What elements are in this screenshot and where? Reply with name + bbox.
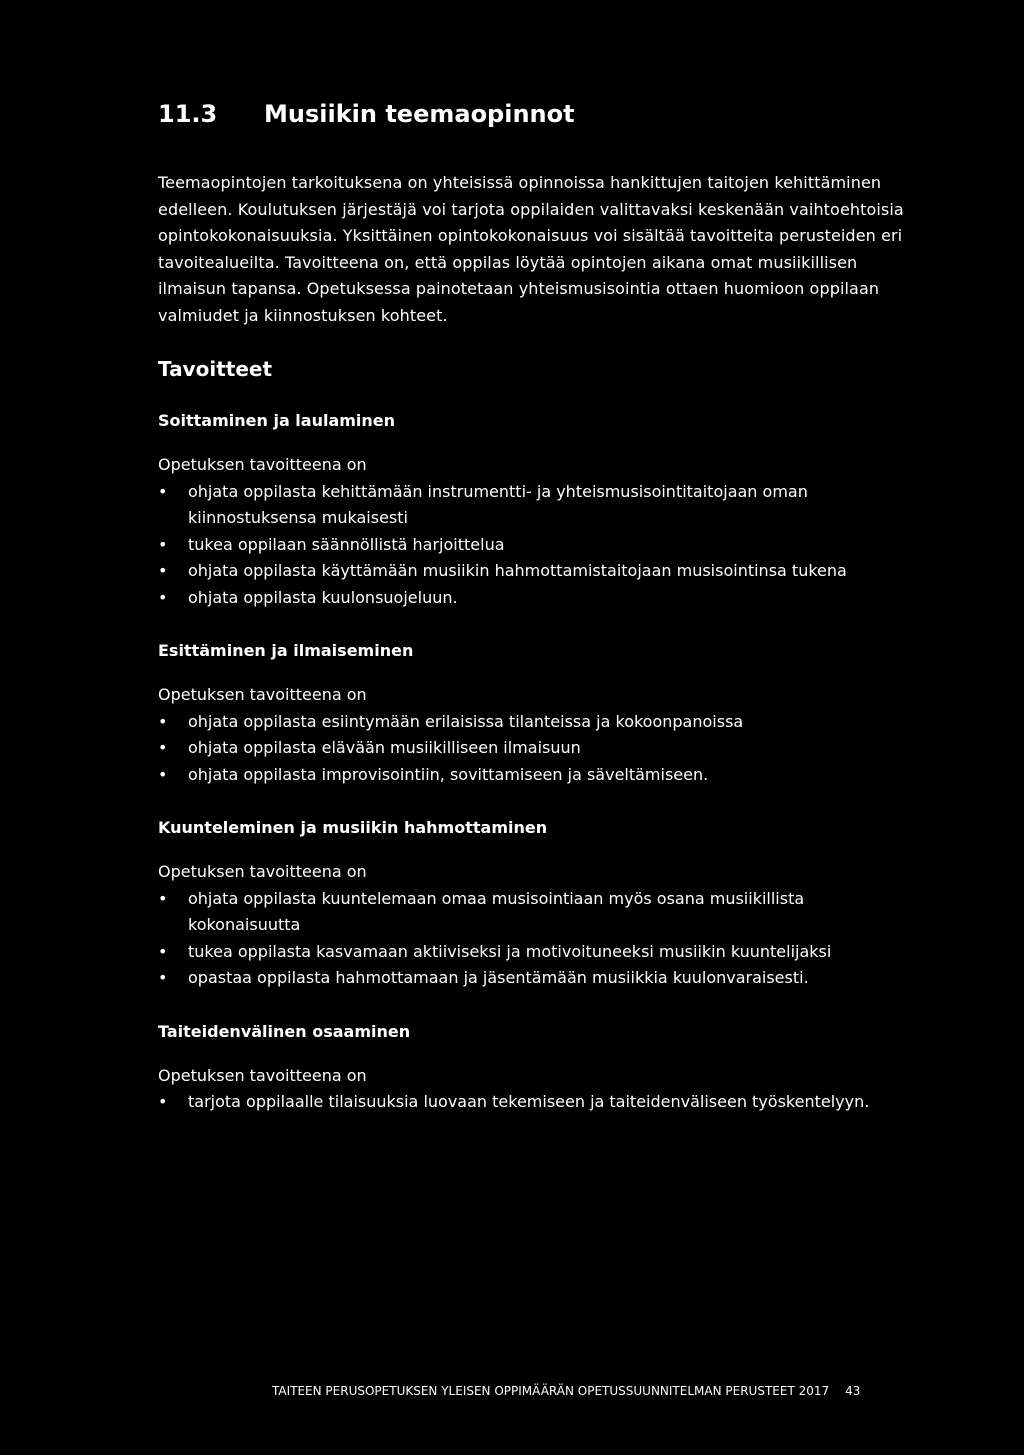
bullet-icon: • bbox=[158, 1092, 168, 1111]
goal-list bbox=[158, 886, 918, 992]
list-item-text: ohjata oppilasta improvisointiin, sovittamiseen ja säveltämiseen. bbox=[188, 764, 709, 784]
bullet-icon: • bbox=[158, 764, 168, 784]
section-title: Taiteidenvälinen osaaminen bbox=[158, 1021, 411, 1041]
list-item-text: ohjata oppilasta kuulonsuojeluun. bbox=[188, 587, 458, 607]
list-item bbox=[158, 762, 918, 789]
chapter-heading bbox=[158, 100, 918, 128]
bullet-icon: • bbox=[158, 587, 168, 607]
list-item bbox=[158, 558, 918, 585]
list-item-text: tarjota oppilaalle tilaisuuksia luovaan tekemiseen ja taiteidenväliseen työskentelyyn. bbox=[188, 1092, 870, 1111]
section-taiteidenvalinen bbox=[158, 1022, 918, 1116]
list-item-text: ohjata oppilasta kehittämään instrumentti- ja yhteismusisointitaitojaan oman kiinnostuksensa mukaisesti bbox=[188, 481, 808, 527]
chapter-number: 11.3 bbox=[158, 100, 218, 128]
list-item-text: ohjata oppilasta kuuntelemaan omaa musisointiaan myös osana musiikillista kokonaisuutta bbox=[188, 888, 805, 934]
goals-heading: Tavoitteet bbox=[158, 357, 273, 381]
footer-title: TAITEEN PERUSOPETUKSEN YLEISEN OPPIMÄÄRÄN OPETUSSUUNNITELMAN PERUSTEET 2017 bbox=[272, 1384, 830, 1398]
section-kuunteleminen bbox=[158, 818, 918, 992]
list-item bbox=[158, 1089, 918, 1116]
list-item bbox=[158, 939, 918, 966]
chapter-title: Musiikin teemaopinnot bbox=[264, 100, 575, 128]
goal-list bbox=[158, 709, 918, 789]
list-item-text: ohjata oppilasta esiintymään erilaisissa tilanteissa ja kokoonpanoissa bbox=[188, 711, 744, 731]
section-soittaminen bbox=[158, 411, 918, 611]
section-lead: Opetuksen tavoitteena on bbox=[158, 455, 367, 474]
bullet-icon: • bbox=[158, 711, 168, 731]
bullet-icon: • bbox=[158, 738, 168, 757]
list-item-text: tukea oppilaan säännöllistä harjoittelua bbox=[188, 534, 505, 554]
section-lead: Opetuksen tavoitteena on bbox=[158, 1065, 367, 1085]
intro-paragraph: Teemaopintojen tarkoituksena on yhteisissä opinnoissa hankittujen taitojen kehittäminen edelleen. Koulutuksen järjestäjä voi tarjota oppilaiden valittavaksi keskenään vaihtoehtoisia opintokokonaisuuksia. Yksittäinen opintokokonaisuus voi sisältää tavoitteita perusteiden eri tavoitealueilta. Tavoitteena on, että oppilas löytää opintojen aikana omat musiikillisen ilmaisun tapansa. Opetuksessa painotetaan yhteismusisointia ottaen huomioon oppilaan valmiudet ja kiinnostuksen kohteet. bbox=[158, 173, 904, 325]
section-lead: Opetuksen tavoitteena on bbox=[158, 685, 367, 704]
page-number: 43 bbox=[845, 1384, 861, 1398]
section-esittaminen bbox=[158, 641, 918, 788]
list-item bbox=[158, 479, 918, 532]
list-item-text: opastaa oppilasta hahmottamaan ja jäsentämään musiikkia kuulonvaraisesti. bbox=[188, 968, 809, 987]
list-item bbox=[158, 585, 918, 612]
goal-list bbox=[158, 1089, 918, 1116]
bullet-icon: • bbox=[158, 968, 168, 987]
bullet-icon: • bbox=[158, 941, 168, 961]
section-title: Soittaminen ja laulaminen bbox=[158, 411, 396, 430]
list-item-text: ohjata oppilasta elävään musiikilliseen ilmaisuun bbox=[188, 738, 581, 757]
section-title: Esittäminen ja ilmaiseminen bbox=[158, 641, 414, 660]
list-item bbox=[158, 735, 918, 762]
list-item bbox=[158, 965, 918, 992]
bullet-icon: • bbox=[158, 888, 168, 908]
bullet-icon: • bbox=[158, 561, 168, 580]
bullet-icon: • bbox=[158, 534, 168, 554]
section-title: Kuunteleminen ja musiikin hahmottaminen bbox=[158, 818, 548, 837]
page-content bbox=[158, 100, 918, 1146]
list-item bbox=[158, 886, 918, 939]
list-item bbox=[158, 709, 918, 736]
list-item-text: ohjata oppilasta käyttämään musiikin hahmottamistaitojaan musisointinsa tukena bbox=[188, 561, 847, 580]
list-item bbox=[158, 532, 918, 559]
bullet-icon: • bbox=[158, 481, 168, 501]
section-lead: Opetuksen tavoitteena on bbox=[158, 862, 367, 881]
list-item-text: tukea oppilasta kasvamaan aktiiviseksi ja motivoituneeksi musiikin kuuntelijaksi bbox=[188, 941, 832, 961]
goal-list bbox=[158, 479, 918, 612]
page-footer bbox=[272, 1384, 860, 1398]
